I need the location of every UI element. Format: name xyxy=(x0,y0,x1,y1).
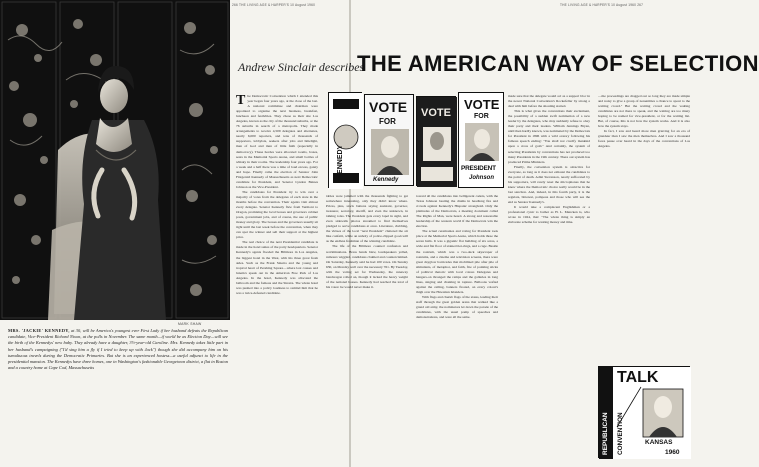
folio-right: THE LIVING AGE & HARPER'S 10 August 1960 267 xyxy=(560,3,644,7)
article-paragraph: This is what gives the conventions their excitement, the possibility of a sudden swift nomination of a new leader by the delegates, who may suddenly refuse to obey their party and their leaders. William Jennings Bryan, until then hardly known, was nominated by the Democrats for President in 1896 with a wild oratory following his famous speech ending: "You shall not crucify mankind upon a cross of gold." And certainly, the system of selecting Presidents by conventions has not produced too many Presidents in the 19th century. There our system has produced Prime Ministers. xyxy=(508,109,590,164)
article-paragraph: It would take a complacent Englishman or a professional cynic to bother as H. L. Mencken is, who wrote in 1924, that: "The whole thing is simply an elaborate scheme for wasting money and time. xyxy=(508,205,590,225)
poster-portrait xyxy=(459,123,505,163)
caption-text: at 30, will be America's youngest ever First Lady if her husband defeats the Republican candidate, Vice-President Richard Nixon, at the polls in November. The same month—if world be as Election Day—will see the birth of the Kennedys' new baby. They already have a daughter, 3½-year-old Caroline. Mrs. Kennedy takes little part in her husband's campaigning ("I'd sing him a fly if I tried to keep up with Jack") though she did accompany him on his tumultuous travels during the Democratic Primaries. But she is an experienced hostess—a useful adjunct to life in the presidential mansion. The Kennedys have three homes, one in Washington's fashionable Georgetown district, a flat in Boston and a country home at Cape Cod, Massachusetts xyxy=(8,328,229,371)
photo-credit: MARK SHAW xyxy=(178,322,202,326)
poster-stripes xyxy=(329,93,363,189)
poster-vote-president xyxy=(458,92,504,188)
poster-dark-vote-label: VOTE xyxy=(421,107,451,119)
article-paragraph: In fact, I saw and heard more men grieving for an era of grandeur than I saw the men themselves. And I saw a thousand faces pause over heard in the days of the conventions of Los Angeles. xyxy=(598,129,690,149)
article-paragraph: With flags and cherub flags of the states, leading their staff through the great golden arena that walked like a grand old army, the nominators let down the parade of the candidates, with the usual pomp of speeches and demonstrations, and were all the same. xyxy=(416,294,498,320)
talk-convention-label: CONVENTION xyxy=(617,412,624,455)
article-column-3 xyxy=(416,194,498,459)
poster-johnson-name: Johnson xyxy=(469,175,494,181)
headline: THE AMERICAN WAY OF SELECTION xyxy=(357,51,759,76)
article-paragraph: tables were jammed with the thousands fighting to get somewhere interesting, only they didn't know where. Prices, pins, stock buttons saying assistant, governor, treasurer, secretary, sheriff, and even the unknown, in talking roles. The President gets every lapel in sight, and even sidewalk photos streamed to find themselves pledged to serve candidates at once. Literature, clubbing, the virtues of the local "next President" cluttered the air like confetti, while an unholy of police-clipped good-will as the endless freshman of the winning candidate. xyxy=(326,194,408,244)
article-paragraph: The real choice of the next Presidential candidate is made in the hotel suites of the party headquarters. Senator Kennedy's agents flooded the Biltmore in Los Angeles, the biggest hotel in the West, with his three great fresh aides. Such as the Frank Sinatra and the young and tropical heart of Pershing Square—where lost causes and lunatics speak out in the American Free Park of Los Angeles. In the hotel, Kennedy was allocated the ballroom and the famous and the Sinatra. The whole hotel was pushed into a policy loudness to remind him that he was a twice-defeated candidate. xyxy=(236,240,318,295)
article-column-5 xyxy=(598,94,690,359)
portrait-photo xyxy=(0,0,230,320)
byline: Andrew Sinclair describes xyxy=(238,60,365,74)
poster-vote-label: VOTE xyxy=(369,99,408,115)
caption-lead: MRS. 'JACKIE' KENNEDY, xyxy=(8,328,70,333)
drop-cap: T xyxy=(236,93,246,108)
folio-left: 266 THE LIVING AGE & HARPER'S 10 August 1960 xyxy=(232,3,316,7)
portrait-illustration xyxy=(0,0,230,320)
article-paragraph: The Democratic Convention which I attended this year began four years ago, at the close of the last. A national committee and chairman were appointed to organise the next business, breakfast, luncheon and festivities. They chose as their site Los Angeles, known as the city of the thousand suburbs, or the 76 suburbs in search of a metropolis. They made arrangements to receive 4,509 delegates and alternates, nearly 6,000 reporters, and tens of thousands of supporters, lobbyists, seekers after jobs and limelight, men of God and men of little faith (especially in democracy). These hordes were allocated rooms, boxes, seats in the Memorial Sports Arena, and small bottles of whisky in their rooms. The leadership four years ago. For a week and a half there was a time of loud excess, gaiety and hope. Finally came the election of Senator John Fitzgerald Kennedy of Massachusetts as next Democratic candidate for President, and Senator Lyndon Baines Johnson as the Vice-President. xyxy=(236,93,318,189)
poster-kennedy-name: Kennedy xyxy=(373,177,399,183)
poster-kennedy-label: KENNEDY xyxy=(337,144,344,179)
poster-for-label: FOR xyxy=(474,113,489,120)
poster-kennedy-vertical xyxy=(328,92,362,188)
article-column-1 xyxy=(236,94,318,459)
article-paragraph: toward all the candidates into belligerent cadets, with the Texas Johnson beating the drums in headlong fire and crowds against Kennedy's Hispanic stronghold. Only the platitudes of the Democrats, a meeting document called The Rights of Man, were heard. A strong and reasonable leadership of the western world if the Democrats win the election. xyxy=(416,194,498,229)
talk-year-label: 1960 xyxy=(665,449,680,456)
talk-side-label: REPUBLICAN xyxy=(602,412,609,455)
campaign-posters xyxy=(328,92,504,190)
talk-state-label: KANSAS xyxy=(645,439,673,446)
article-paragraph: The life of the Biltmore counted confusion and recriminations. Brass bands blew, loudspeakers yelled, rumours wiggled, candidates claimed and counterclaimed. On Saturday, Kennedy said he had 100 votes. On Sunday 630, on Monday well over the necessary 761. By Tuesday, with the voting set for Wednesday, the runaway bandwagon rolled on, though it lacked the heavy weight of the national bosses. Kennedy had reached the total of his votes: he would never make it. xyxy=(326,244,408,289)
poster-for-label: FOR xyxy=(379,117,396,126)
poster-vote-label: VOTE xyxy=(464,97,500,112)
poster-president-label: PRESIDENT xyxy=(461,165,496,172)
photo-caption xyxy=(8,328,228,371)
article-paragraph: The actual ceremonies and voting for President took place at the Memorial Sports Arena, which holds three the seven halls. It was a gigantic flat building of six acres, a wide and flat floor of stained tier-rings, and a cage. Beside the rostrum, which was a two-deck skyscraper of rostrums, and a cinema and television screens, there were great dayglow barricades that mobilized pile after pile of stimulants, of metaphor, and faith, fire of pointing sticks of political rhetoric with local colour. Delegates and hangers-on thronged the ramps and the galleries in long lines, singing and chanting in rapture. Balloons wafted against the ceiling, banners floated, on every colour's thigh over the Hawaiian Islanders. xyxy=(416,229,498,294)
poster-vote-dark xyxy=(416,96,456,186)
talk-label: TALK xyxy=(617,369,659,386)
article-paragraph: —the proceedings are dragged out so long they are made simple and noisy to give a group of nonentities a chance to spout to the waiting crowd." But the waiting crowd and the waiting candidates are not there to speak, and the waiting are too many hoping to be named for vice-president, or for the waiting list. But, of course, this is not how the system works. And it is also how the system stays. xyxy=(598,94,690,129)
article-paragraph: made sure that the delegate would act as a support bloc in the newer National Convention's Rockefeller by strong a deal with him before the shouting started. xyxy=(508,94,590,109)
article-column-2 xyxy=(326,194,408,459)
article-paragraph: Finally, the convention system is attractive for everyone, as long as it does not exhaust the candidates to the point of death. Adlai Stevenson, nearly suffocated by his supporters, will rarely reset the microphones that he knew where the Democratic choice really would be in the last sanction. And, indeed, in this fourth party, it is the regulars, bitterest, pompous and those who will see the end as Senator Kennedy's. xyxy=(508,164,590,204)
article-paragraph: The candidates for President try to win over a majority of votes from the delegates of each state in the months before the convention. Their agents visit almost every delegate. Senator Kennedy flew from Vermont to Oregon, promising the local bosses and governors cabinet posts, government jobs, and of course, the use of public money and glory. The bosses and the governors usually sit tight until the last week before the convention, when they can spot the winner and sell their support at the highest price. xyxy=(236,189,318,240)
poster-vote-kennedy xyxy=(364,94,414,186)
article-column-4 xyxy=(508,94,590,459)
talk-poster xyxy=(598,366,690,458)
